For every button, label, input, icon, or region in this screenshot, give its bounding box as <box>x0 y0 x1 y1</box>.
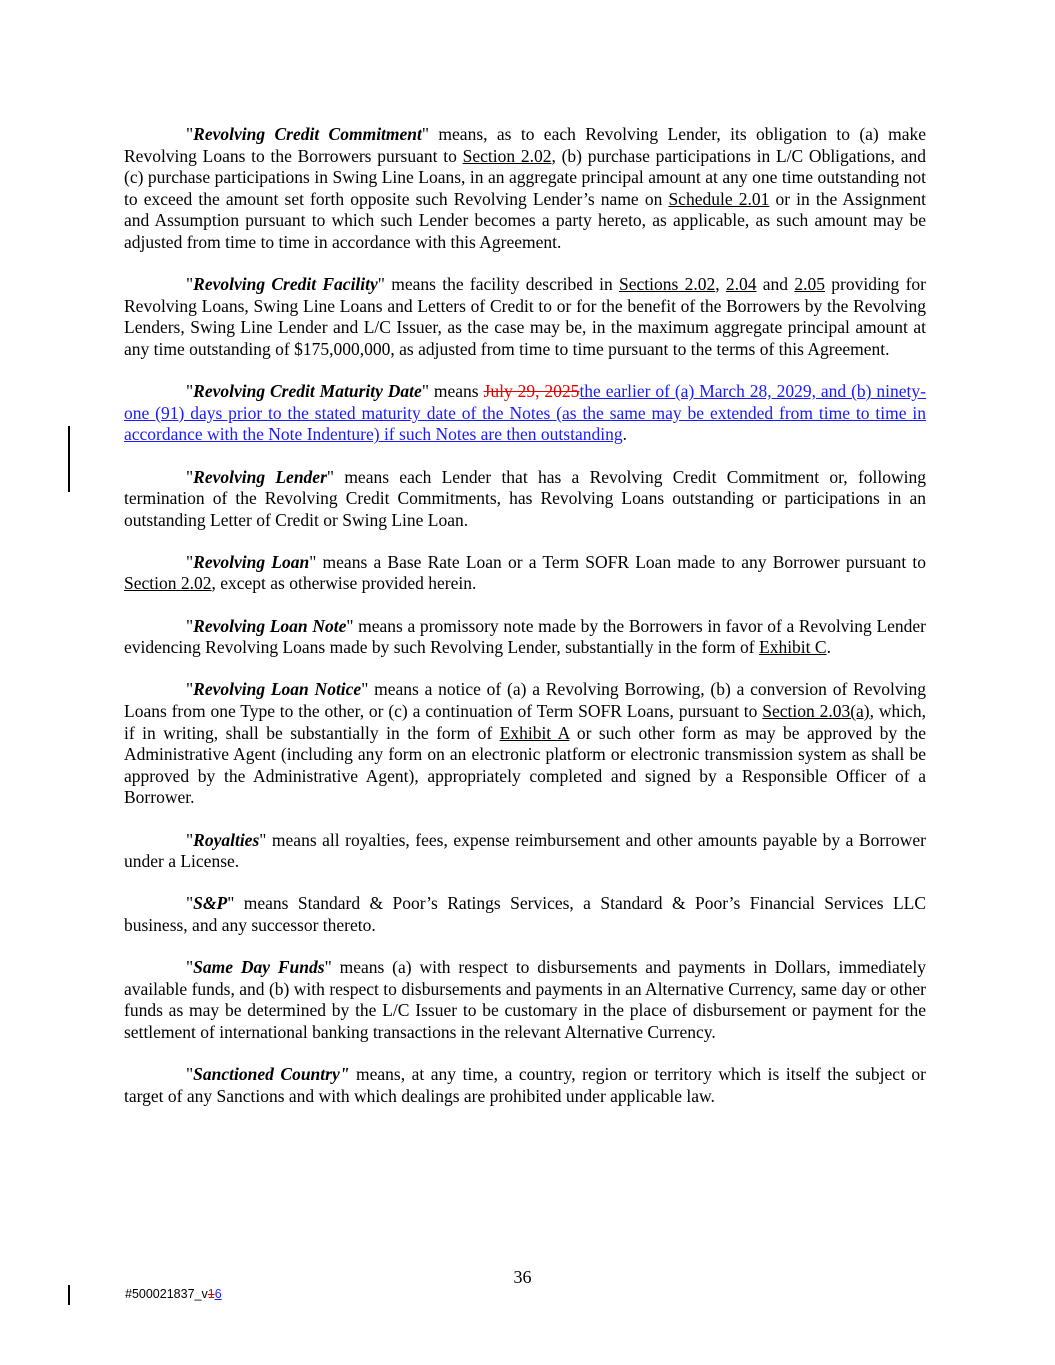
document-id: #500021837_v16 <box>125 1287 222 1301</box>
definition-paragraph: "Revolving Loan Notice" means a notice of (a) a Revolving Borrowing, (b) a conversion of Revolving Loans from one Type to the other, or (c) a continuation of Term SOFR Loans, pursuant to Section 2.03(a), which, if in writing, shall be substantially in the form of Exhibit A or such other form as may be approved by the Administrative Agent (including any form on an electronic platform or electronic transmission system as shall be approved by the Administrative Agent), appropriately completed and signed by a Responsible Officer of a Borrower. <box>124 679 926 808</box>
defined-term: Revolving Loan Note <box>193 615 347 636</box>
section-reference: Section 2.02 <box>124 573 212 594</box>
definition-paragraph: "Revolving Credit Commitment" means, as to each Revolving Lender, its obligation to (a) make Revolving Loans to the Borrowers pursuant to Section 2.02, (b) purchase participations in L/C Obligations, and (c) purchase participations in Swing Line Loans, in an aggregate principal amount at any one time outstanding not to exceed the amount set forth opposite such Revolving Lender’s name on Schedule 2.01 or in the Assignment and Assumption pursuant to which such Lender becomes a party hereto, as applicable, as such amount may be adjusted from time to time in accordance with this Agreement. <box>124 124 927 252</box>
change-bar <box>68 426 70 492</box>
defined-term: Revolving Loan Notice <box>193 679 362 700</box>
definition-paragraph: "Revolving Lender" means each Lender that has a Revolving Credit Commitment or, following termination of the Revolving Credit Commitments, has Revolving Loans outstanding or participations in an outstanding Letter of Credit or Swing Line Loan. <box>124 466 927 530</box>
definition-paragraph: "Revolving Loan" means a Base Rate Loan or a Term SOFR Loan made to any Borrower pursuant to Section 2.02, except as otherwise provided herein. <box>124 551 927 594</box>
section-reference: 2.05 <box>794 274 825 295</box>
defined-term: S&P <box>193 893 228 914</box>
tracked-deletion: July 29, 2025 <box>483 381 580 402</box>
definition-paragraph: "S&P" means Standard & Poor’s Ratings Services, a Standard & Poor’s Financial Services LLC business, and any successor thereto. <box>124 893 926 935</box>
definition-paragraph: "Sanctioned Country" means, at any time, a country, region or territory which is itself the subject or target of any Sanctions and with which dealings are prohibited under applicable law. <box>124 1064 926 1106</box>
tracked-deletion: 1 <box>207 1287 215 1301</box>
defined-term: Same Day Funds <box>193 957 325 978</box>
defined-term: Revolving Credit Maturity Date <box>193 381 422 402</box>
section-reference: Section 2.03(a) <box>762 701 870 722</box>
schedule-reference: Schedule 2.01 <box>668 188 770 209</box>
defined-term: Revolving Lender <box>193 466 327 487</box>
definition-paragraph: "Revolving Loan Note" means a promissory note made by the Borrowers in favor of a Revolving Lender evidencing Revolving Loans made by such Revolving Lender, substantially in the form of Exhibit C. <box>124 615 926 658</box>
definition-paragraph: "Revolving Credit Facility" means the facility described in Sections 2.02, 2.04 and 2.05 providing for Revolving Loans, Swing Line Loans and Letters of Credit to or for the benefit of the Borrowers by the Revolving Lenders, Swing Line Lender and L/C Issuer, as the case may be, in the maximum aggregate principal amount at any time outstanding of $175,000,000, as adjusted from time to time pursuant to the terms of this Agreement. <box>124 274 926 359</box>
defined-term: Revolving Credit Commitment <box>193 124 422 144</box>
definition-paragraph: "Revolving Credit Maturity Date" means July 29, 2025the earlier of (a) March 28, 2029, and (b) ninety-one (91) days prior to the stated maturity date of the Notes (as the same may be extended from time to time in accordance with the Note Indenture) if such Notes are then outstanding. <box>124 381 926 445</box>
defined-term: Revolving Loan <box>193 551 310 572</box>
exhibit-reference: Exhibit A <box>499 722 570 743</box>
section-reference: 2.04 <box>725 274 757 295</box>
document-body <box>124 124 926 1128</box>
section-reference: Section 2.02 <box>462 145 552 166</box>
definition-paragraph: "Royalties" means all royalties, fees, expense reimbursement and other amounts payable by a Borrower under a License. <box>124 829 926 872</box>
tracked-insertion: 6 <box>214 1287 222 1301</box>
exhibit-reference: Exhibit C <box>759 637 827 658</box>
change-bar <box>68 1285 70 1305</box>
defined-term: Royalties <box>193 829 260 850</box>
definition-paragraph: "Same Day Funds" means (a) with respect to disbursements and payments in Dollars, immediately available funds, and (b) with respect to disbursements and payments in an Alternative Currency, same day or other funds as may be determined by the L/C Issuer to be customary in the place of disbursement or payment for the settlement of international banking transactions in the relevant Alternative Currency. <box>124 957 927 1042</box>
defined-term: Revolving Credit Facility <box>193 274 378 295</box>
section-reference: Sections 2.02 <box>618 274 716 295</box>
tracked-insertion: the earlier of (a) March 28, 2029, and (b) ninety-one (91) days prior to the stated maturity date of the Notes (as the same may be extended from time to time in accordance with the Note Indenture) if such Notes are then outstanding <box>124 381 926 445</box>
page-number: 36 <box>513 1267 532 1287</box>
defined-term: Sanctioned Country <box>193 1064 340 1085</box>
